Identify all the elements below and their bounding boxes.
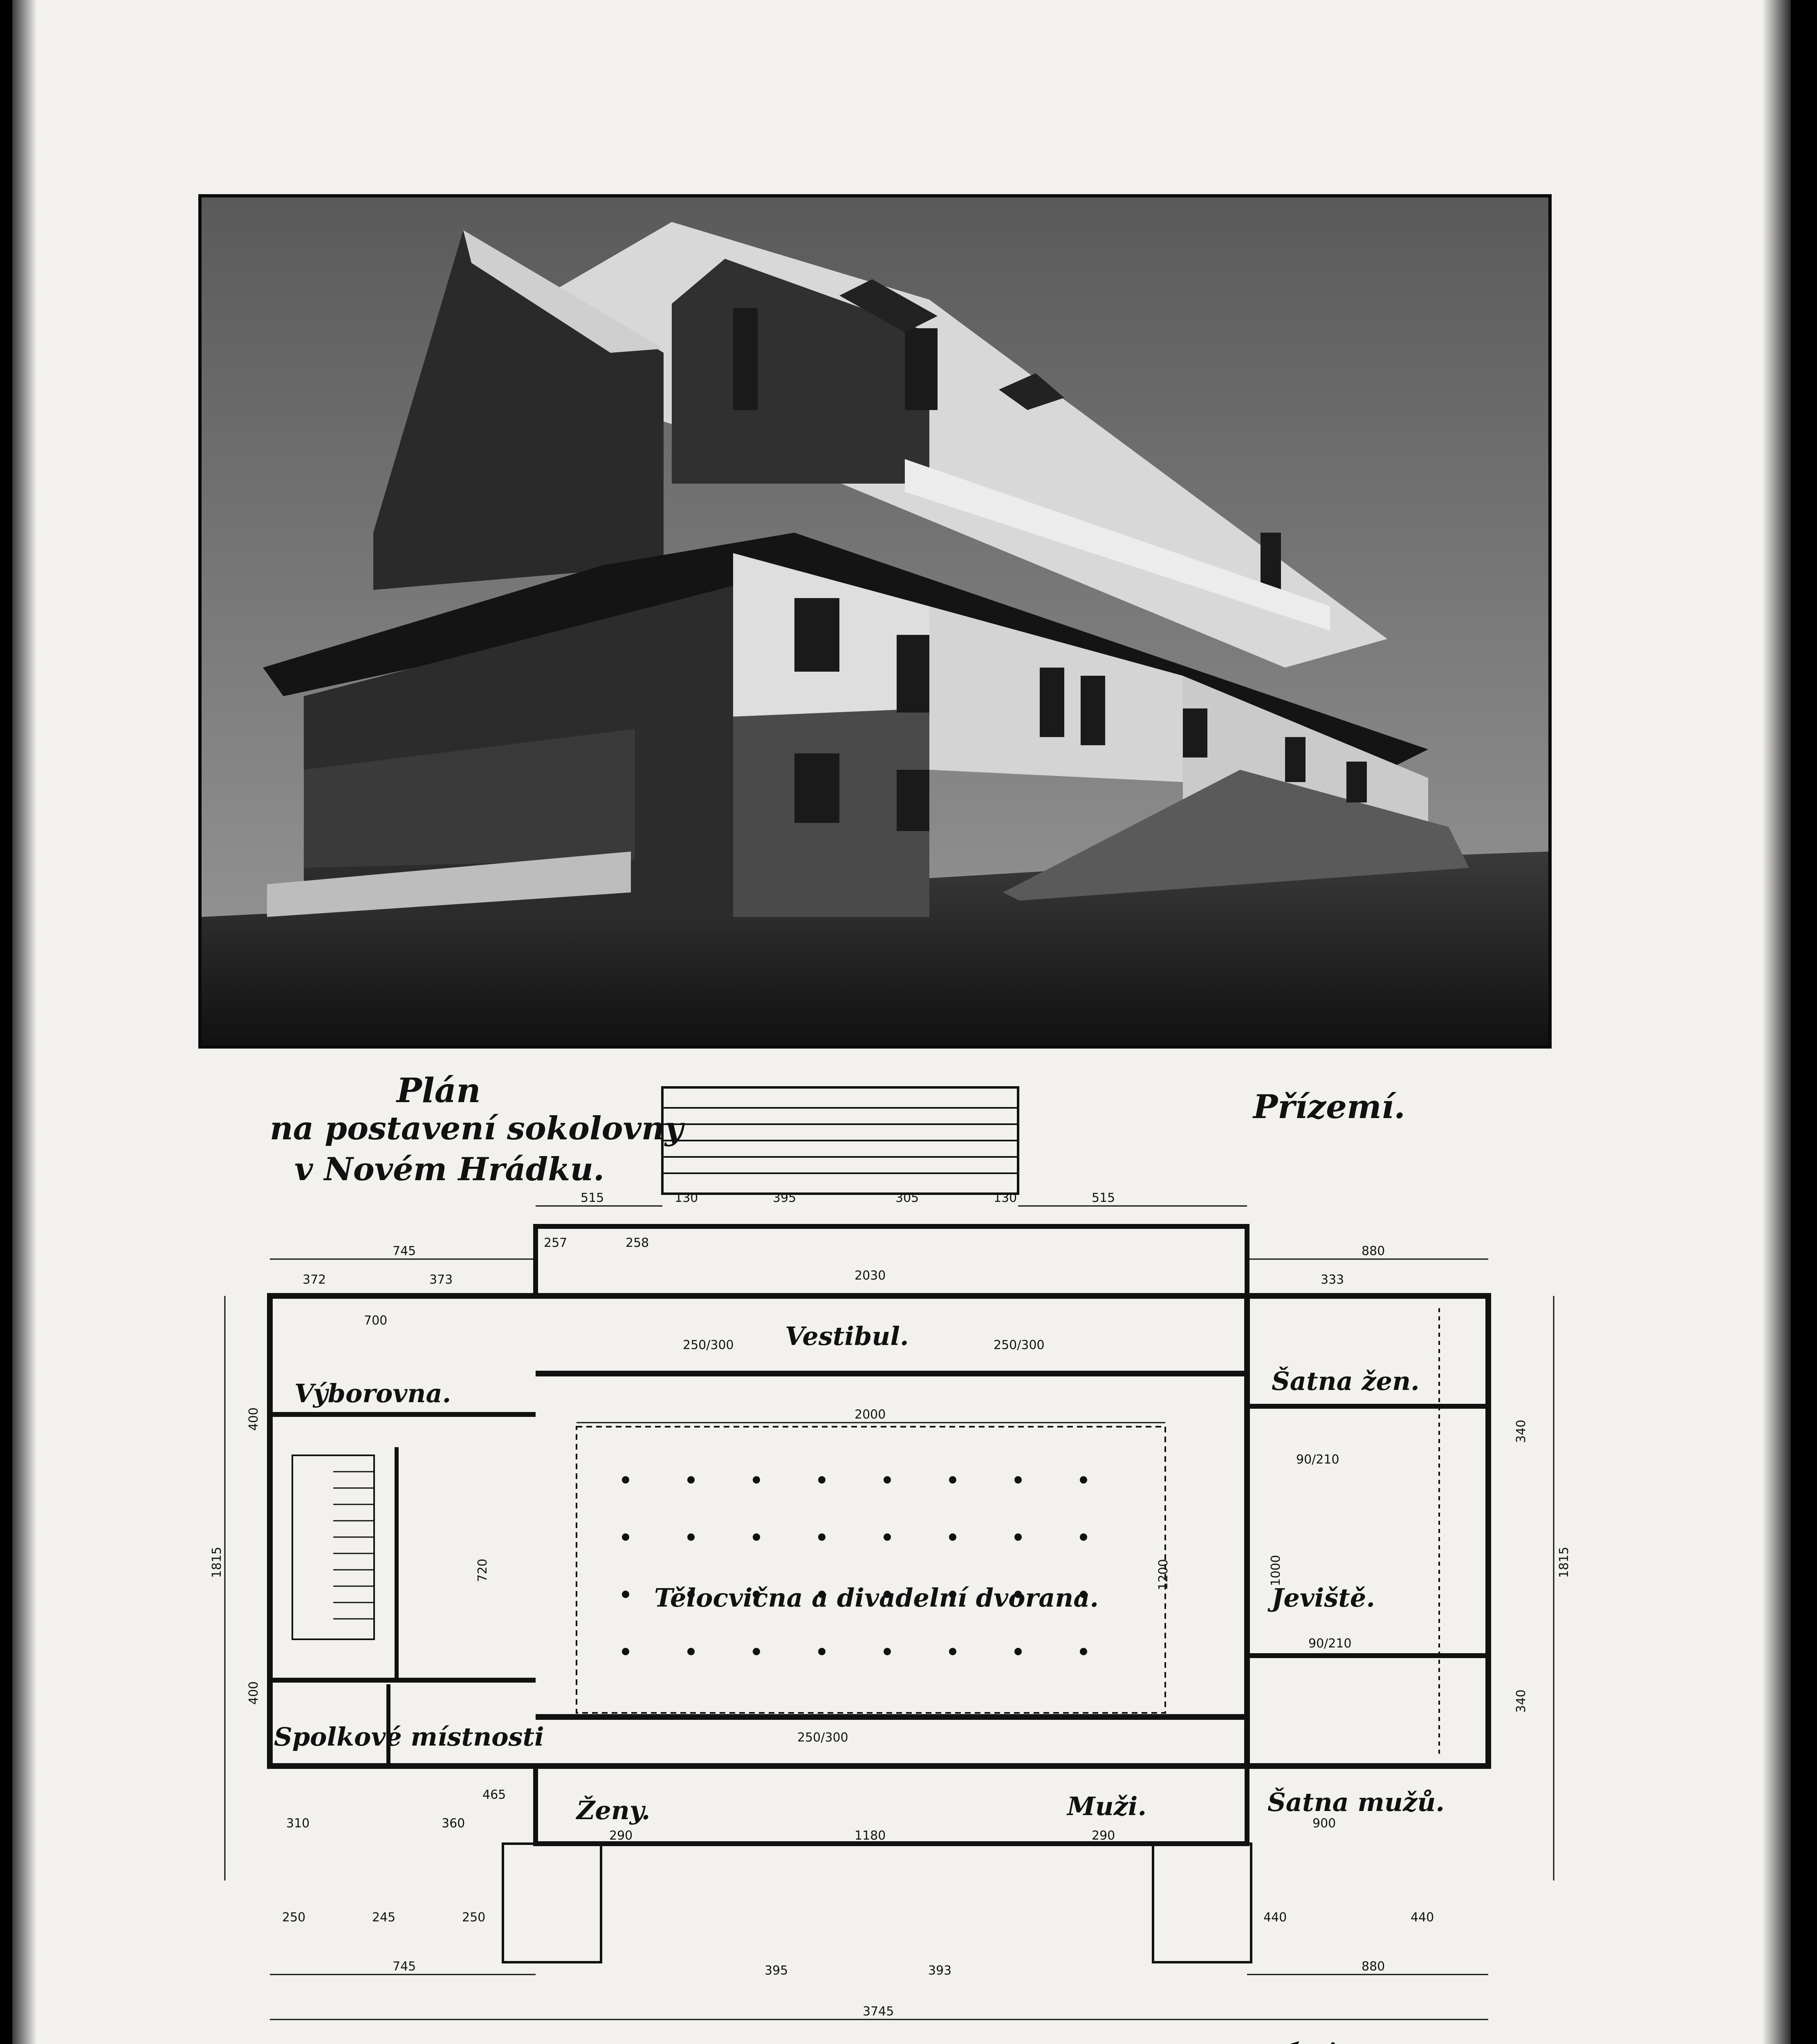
building-photograph [198,194,1552,1049]
dim-side-400-top: 400 [247,1407,261,1431]
room-label-vestibule: Vestibul. [785,1321,909,1351]
dim-900: 900 [1312,1816,1336,1831]
plan-title-line-3: v Novém Hrádku. [294,1151,605,1188]
room-label-men-wc: Muži. [1067,1791,1147,1821]
dim-left-wing: 745 [393,1244,416,1258]
dim-bottom-right-880: 880 [1362,1959,1385,1974]
room-label-hall: Tělocvična a divadelní dvorana. [654,1583,1099,1613]
dim-window-bottom: 250/300 [797,1730,848,1745]
scan-edge-left [12,0,37,2044]
room-label-stage: Jeviště. [1272,1583,1375,1613]
plan-title-line-2: na postavení sokolovny [270,1110,683,1147]
dim-side-720: 720 [476,1558,490,1582]
dim-bottom-left-745: 745 [393,1959,416,1974]
dim-overall-depth-right: 1815 [1557,1546,1571,1578]
dim-top-130-right: 130 [994,1191,1017,1205]
dim-overall-depth-left: 1815 [210,1546,224,1578]
dim-333: 333 [1321,1273,1344,1287]
document-sheet [12,0,1791,2044]
dim-372: 372 [303,1273,326,1287]
photo-illustration [202,197,1548,1045]
dim-stage-depth: 1000 [1269,1555,1283,1586]
dim-top-130-left: 130 [675,1191,698,1205]
dim-top-395: 395 [773,1191,796,1205]
dim-side-340-top: 340 [1514,1419,1528,1443]
floor-plan [192,1079,1590,2044]
plan-title-line-1: Plán [397,1071,481,1110]
hall-column-grid [622,1476,1087,1655]
scan-edge-right [1762,0,1791,2044]
dim-door-stage: 90/210 [1308,1636,1352,1651]
dim-top-305: 305 [895,1191,919,1205]
room-label-ladies-changing: Šatna žen. [1272,1366,1420,1396]
dim-window-right: 250/300 [994,1338,1045,1352]
dim-700: 700 [364,1313,388,1328]
dim-258: 258 [626,1236,649,1250]
dim-bottom-395: 395 [765,1963,788,1978]
dim-360: 360 [442,1816,465,1831]
dim-total-width: 3745 [863,2004,894,2019]
dim-side-340-bottom: 340 [1514,1689,1528,1713]
dim-bottom-250-left: 250 [282,1910,306,1925]
dim-vestibule-span: 2030 [855,1269,886,1283]
dim-290-right: 290 [1092,1829,1115,1843]
dim-bottom-245: 245 [372,1910,396,1925]
dim-top-515-right: 515 [1092,1191,1115,1205]
room-label-social-rooms: Spolkové místnosti [274,1722,544,1752]
dim-bottom-440-right: 440 [1411,1910,1434,1925]
dim-top-515-left: 515 [581,1191,604,1205]
signature-graphic [1210,2028,1464,2044]
architect-signature [1210,2028,1464,2044]
dim-257: 257 [544,1236,568,1250]
dim-bottom-250-right: 250 [462,1910,486,1925]
dim-hall-width: 2000 [855,1407,886,1422]
room-label-committee-room: Výborovna. [294,1378,451,1408]
dim-window-left: 250/300 [683,1338,734,1352]
dim-door-ladies: 90/210 [1296,1452,1339,1467]
dim-465: 465 [482,1788,506,1802]
floor-label: Přízemí. [1253,1087,1405,1126]
dim-bottom-393: 393 [928,1963,952,1978]
room-label-mens-changing: Šatna mužů. [1267,1787,1445,1817]
floor-plan-drawing [192,1079,1590,2044]
dim-290-left: 290 [609,1829,633,1843]
dim-373: 373 [429,1273,453,1287]
dim-right-wing: 880 [1362,1244,1385,1258]
dim-hall-depth: 1200 [1156,1559,1171,1590]
dim-310: 310 [286,1816,310,1831]
left-stair-treads [333,1472,374,1619]
dim-side-400-bottom: 400 [247,1681,261,1705]
room-label-women-wc: Ženy. [577,1795,651,1825]
dim-bottom-1180: 1180 [855,1829,886,1843]
dim-bottom-440-left: 440 [1263,1910,1287,1925]
top-stair-treads [662,1108,1018,1173]
